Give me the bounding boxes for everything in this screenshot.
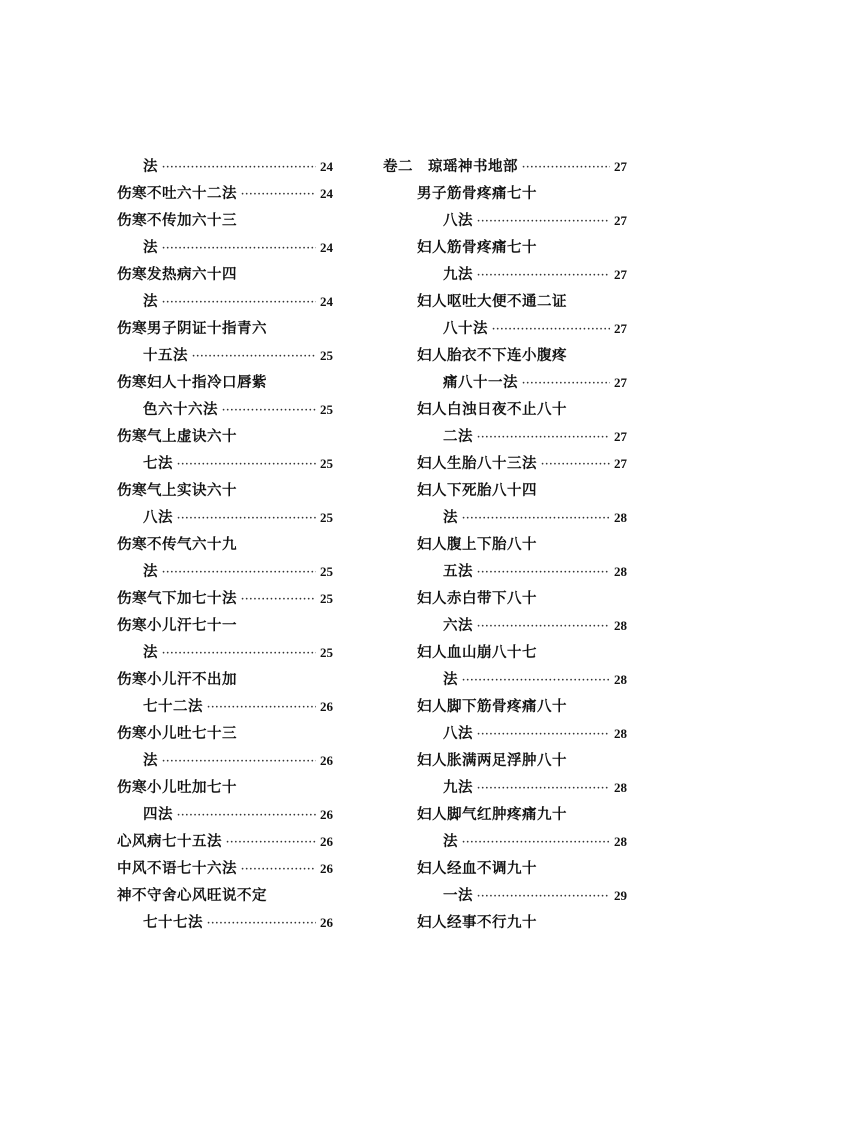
entry-title: 妇人呕吐大便不通二证	[417, 293, 567, 310]
dot-leader	[477, 723, 610, 750]
page-number: 28	[614, 780, 627, 795]
dot-leader	[462, 507, 610, 534]
toc-line	[117, 291, 333, 318]
toc-line	[117, 507, 333, 534]
toc-line	[117, 723, 333, 750]
toc-entry	[117, 426, 333, 480]
dot-leader	[477, 264, 610, 291]
dot-leader	[522, 372, 610, 399]
toc-line	[383, 156, 627, 183]
toc-line	[383, 858, 627, 885]
toc-line	[383, 345, 627, 372]
toc-line	[117, 372, 333, 399]
page-number: 27	[614, 267, 627, 282]
toc-line	[383, 183, 627, 210]
entry-title: 七法	[143, 455, 173, 472]
dot-leader	[192, 345, 316, 372]
toc-entry	[117, 723, 333, 777]
entry-title: 妇人白浊日夜不止八十	[417, 401, 567, 418]
page-number: 26	[320, 699, 333, 714]
entry-title: 法	[143, 293, 158, 310]
entry-title: 法	[143, 644, 158, 661]
toc-line	[117, 642, 333, 669]
entry-title: 七十七法	[143, 914, 203, 931]
toc-line	[383, 723, 627, 750]
toc-line	[117, 561, 333, 588]
dot-leader	[222, 399, 316, 426]
toc-entry	[383, 804, 627, 858]
page-number: 27	[614, 456, 627, 471]
entry-title: 妇人脚气红肿疼痛九十	[417, 806, 567, 823]
dot-leader	[241, 858, 316, 885]
page-number: 27	[614, 159, 627, 174]
entry-title: 妇人经事不行九十	[417, 914, 537, 931]
page-number: 27	[614, 375, 627, 390]
entry-title: 妇人下死胎八十四	[417, 482, 537, 499]
toc-column-right	[383, 156, 627, 939]
toc-entry	[117, 534, 333, 588]
toc-entry	[383, 696, 627, 750]
toc-line	[383, 912, 627, 939]
toc-entry	[383, 858, 627, 912]
entry-title: 伤寒气上虚诀六十	[117, 428, 237, 445]
entry-title: 妇人经血不调九十	[417, 860, 537, 877]
toc-line	[383, 480, 627, 507]
page-number: 26	[320, 807, 333, 822]
page-number: 28	[614, 618, 627, 633]
entry-title: 妇人血山崩八十七	[417, 644, 537, 661]
toc-entry	[383, 750, 627, 804]
toc-entry	[117, 183, 333, 210]
entry-title: 伤寒男子阴证十指青六	[117, 320, 267, 337]
page-number: 26	[320, 834, 333, 849]
page-number: 25	[320, 402, 333, 417]
toc-entry	[383, 912, 627, 939]
entry-title: 妇人赤白带下八十	[417, 590, 537, 607]
entry-title: 伤寒小儿吐加七十	[117, 779, 237, 796]
page-number: 27	[614, 429, 627, 444]
page-number: 25	[320, 510, 333, 525]
page-number: 25	[320, 564, 333, 579]
toc-line	[383, 669, 627, 696]
toc-line	[117, 858, 333, 885]
toc-line	[117, 534, 333, 561]
dot-leader	[477, 426, 610, 453]
toc-line	[383, 426, 627, 453]
dot-leader	[462, 831, 610, 858]
dot-leader	[477, 615, 610, 642]
entry-title: 伤寒小儿汗七十一	[117, 617, 237, 634]
page-number: 28	[614, 564, 627, 579]
entry-title: 九法	[443, 779, 473, 796]
entry-title: 六法	[443, 617, 473, 634]
toc-line	[383, 804, 627, 831]
page-number: 28	[614, 726, 627, 741]
page-number: 26	[320, 753, 333, 768]
dot-leader	[177, 507, 316, 534]
toc-line	[117, 588, 333, 615]
entry-title: 十五法	[143, 347, 188, 364]
entry-title: 神不守舍心风旺说不定	[117, 887, 267, 904]
toc-line	[383, 264, 627, 291]
entry-title: 八十法	[443, 320, 488, 337]
entry-title: 二法	[443, 428, 473, 445]
page-number: 24	[320, 186, 333, 201]
entry-title: 八法	[443, 725, 473, 742]
toc-entry	[383, 642, 627, 696]
entry-title: 八法	[143, 509, 173, 526]
dot-leader	[522, 156, 610, 183]
toc-entry	[383, 534, 627, 588]
dot-leader	[462, 669, 610, 696]
toc-line	[117, 831, 333, 858]
toc-line	[117, 345, 333, 372]
entry-title: 伤寒妇人十指冷口唇紫	[117, 374, 267, 391]
toc-line	[117, 399, 333, 426]
entry-title: 四法	[143, 806, 173, 823]
entry-title: 法	[443, 671, 458, 688]
toc-entry	[383, 183, 627, 237]
entry-title: 妇人筋骨疼痛七十	[417, 239, 537, 256]
toc-entry	[117, 372, 333, 426]
toc-line	[383, 588, 627, 615]
dot-leader	[177, 804, 316, 831]
dot-leader	[477, 210, 610, 237]
entry-title: 伤寒发热病六十四	[117, 266, 237, 283]
toc-line	[117, 615, 333, 642]
page-number: 24	[320, 294, 333, 309]
entry-title: 男子筋骨疼痛七十	[417, 185, 537, 202]
toc-line	[383, 642, 627, 669]
chapter-heading	[383, 156, 627, 183]
page-number: 26	[320, 915, 333, 930]
dot-leader	[492, 318, 610, 345]
entry-title: 九法	[443, 266, 473, 283]
page-number: 26	[320, 861, 333, 876]
toc-line	[117, 912, 333, 939]
entry-title: 八法	[443, 212, 473, 229]
entry-title: 中风不语七十六法	[117, 860, 237, 877]
page-number: 25	[320, 456, 333, 471]
entry-title: 法	[443, 833, 458, 850]
toc-line	[383, 696, 627, 723]
dot-leader	[241, 588, 316, 615]
toc-line	[117, 885, 333, 912]
entry-title: 妇人脚下筋骨疼痛八十	[417, 698, 567, 715]
toc-line	[117, 318, 333, 345]
entry-title: 卷二 琼瑶神书地部	[383, 158, 518, 175]
toc-line	[383, 615, 627, 642]
entry-title: 伤寒气上实诀六十	[117, 482, 237, 499]
toc-line	[117, 183, 333, 210]
entry-title: 妇人生胎八十三法	[417, 455, 537, 472]
entry-title: 伤寒不吐六十二法	[117, 185, 237, 202]
toc-entry	[383, 480, 627, 534]
dot-leader	[162, 750, 316, 777]
entry-title: 法	[143, 158, 158, 175]
entry-title: 色六十六法	[143, 401, 218, 418]
toc-line	[383, 237, 627, 264]
entry-title: 七十二法	[143, 698, 203, 715]
entry-title: 妇人腹上下胎八十	[417, 536, 537, 553]
toc-entry	[117, 264, 333, 318]
dot-leader	[162, 642, 316, 669]
toc-line	[117, 777, 333, 804]
toc-line	[383, 750, 627, 777]
toc-entry	[117, 885, 333, 939]
toc-entry	[117, 156, 333, 183]
page-number: 28	[614, 834, 627, 849]
dot-leader	[207, 696, 316, 723]
toc-entry	[383, 237, 627, 291]
dot-leader	[477, 561, 610, 588]
toc-entry	[117, 831, 333, 858]
page-number: 25	[320, 348, 333, 363]
toc-entry	[383, 453, 627, 480]
toc-line	[383, 777, 627, 804]
toc-line	[383, 291, 627, 318]
dot-leader	[177, 453, 316, 480]
toc-line	[117, 264, 333, 291]
dot-leader	[207, 912, 316, 939]
toc-line	[383, 372, 627, 399]
page-number: 29	[614, 888, 627, 903]
toc-entry	[117, 480, 333, 534]
toc-entry	[383, 345, 627, 399]
dot-leader	[241, 183, 316, 210]
toc-line	[117, 237, 333, 264]
page-number: 24	[320, 159, 333, 174]
dot-leader	[162, 156, 316, 183]
page-number: 28	[614, 510, 627, 525]
toc-line	[117, 426, 333, 453]
entry-title: 伤寒小儿吐七十三	[117, 725, 237, 742]
toc-entry	[383, 399, 627, 453]
toc-line	[117, 696, 333, 723]
toc-line	[383, 831, 627, 858]
entry-title: 伤寒气下加七十法	[117, 590, 237, 607]
toc-line	[117, 453, 333, 480]
entry-title: 法	[143, 752, 158, 769]
toc-entry	[117, 858, 333, 885]
entry-title: 法	[143, 563, 158, 580]
entry-title: 伤寒小儿汗不出加	[117, 671, 237, 688]
toc-line	[383, 561, 627, 588]
toc-entry	[117, 588, 333, 615]
toc-line	[117, 480, 333, 507]
entry-title: 妇人胀满两足浮肿八十	[417, 752, 567, 769]
dot-leader	[226, 831, 316, 858]
entry-title: 痛八十一法	[443, 374, 518, 391]
toc-entry	[383, 588, 627, 642]
dot-leader	[541, 453, 610, 480]
entry-title: 妇人胎衣不下连小腹疼	[417, 347, 567, 364]
dot-leader	[162, 237, 316, 264]
toc-line	[383, 399, 627, 426]
page-number: 24	[320, 240, 333, 255]
page-number: 25	[320, 645, 333, 660]
page-number: 27	[614, 213, 627, 228]
entry-title: 法	[443, 509, 458, 526]
toc-line	[117, 750, 333, 777]
entry-title: 法	[143, 239, 158, 256]
page-number: 27	[614, 321, 627, 336]
entry-title: 一法	[443, 887, 473, 904]
entry-title: 心风病七十五法	[117, 833, 222, 850]
entry-title: 五法	[443, 563, 473, 580]
toc-line	[383, 453, 627, 480]
toc-line	[117, 210, 333, 237]
toc-line	[117, 156, 333, 183]
toc-line	[383, 210, 627, 237]
toc-entry	[117, 669, 333, 723]
toc-line	[383, 534, 627, 561]
dot-leader	[162, 561, 316, 588]
toc-entry	[117, 615, 333, 669]
toc-column-left	[117, 156, 333, 939]
toc-entry	[383, 291, 627, 345]
toc-line	[383, 507, 627, 534]
toc-line	[383, 885, 627, 912]
dot-leader	[477, 777, 610, 804]
dot-leader	[477, 885, 610, 912]
toc-line	[117, 669, 333, 696]
toc-entry	[117, 210, 333, 264]
entry-title: 伤寒不传加六十三	[117, 212, 237, 229]
entry-title: 伤寒不传气六十九	[117, 536, 237, 553]
toc-entry	[117, 318, 333, 372]
page-number: 28	[614, 672, 627, 687]
toc-line	[117, 804, 333, 831]
toc-line	[383, 318, 627, 345]
dot-leader	[162, 291, 316, 318]
page-number: 25	[320, 591, 333, 606]
toc-entry	[117, 777, 333, 831]
